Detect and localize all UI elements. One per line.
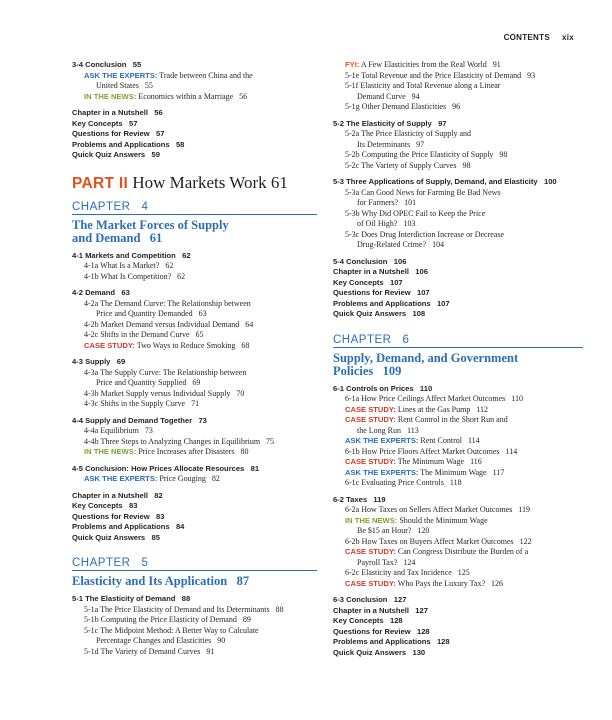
toc-subsection bbox=[72, 368, 317, 379]
toc-subsection bbox=[333, 161, 583, 172]
chapter-title-line: The Market Forces of Supply bbox=[72, 217, 229, 232]
feature-tag-case: CASE STUDY: bbox=[345, 457, 396, 466]
toc-section bbox=[333, 648, 583, 659]
chapter-title-line: Elasticity and Its Application 87 bbox=[72, 574, 250, 588]
toc-text: Key Concepts 57 bbox=[72, 118, 138, 128]
toc-subsection bbox=[333, 129, 583, 140]
toc-section bbox=[333, 627, 583, 638]
toc-text: 4-3a The Supply Curve: The Relationship between bbox=[84, 367, 247, 377]
chapter-title-line: and Demand 61 bbox=[72, 230, 163, 245]
toc-text: 4-4b Three Steps to Analyzing Changes in Equilibrium 75 bbox=[84, 436, 275, 446]
toc-text: 4-1a What Is a Market? 62 bbox=[84, 261, 174, 270]
toc-text: Should the Minimum Wage bbox=[397, 515, 488, 525]
feature-tag-fyi: FYI: bbox=[345, 60, 360, 69]
feature-tag-case: CASE STUDY: bbox=[345, 578, 396, 588]
toc-text: Quick Quiz Answers 108 bbox=[333, 309, 426, 318]
toc-text: A Few Elasticities from the Real World 91 bbox=[359, 60, 501, 69]
toc-subsection bbox=[333, 516, 583, 527]
toc-text: Problems and Applications 58 bbox=[72, 139, 185, 149]
toc-subsection bbox=[333, 81, 583, 92]
toc-text: 5-1f Elasticity and Total Revenue along a Linear bbox=[345, 81, 501, 90]
toc-section bbox=[333, 278, 583, 289]
toc-text: 4-4 Supply and Demand Together 73 bbox=[72, 415, 207, 425]
toc-text: 5-4 Conclusion 106 bbox=[333, 256, 407, 266]
toc-text: The Minimum Wage 117 bbox=[418, 467, 505, 477]
toc-text: 3-4 Conclusion 55 bbox=[72, 60, 142, 69]
toc-text: The Minimum Wage 116 bbox=[395, 457, 482, 466]
toc-subsection bbox=[72, 261, 317, 272]
toc-subsection bbox=[333, 150, 583, 161]
toc-section bbox=[72, 416, 317, 427]
toc-section bbox=[72, 129, 317, 140]
toc-subsection bbox=[333, 230, 583, 241]
toc-text: 6-2a How Taxes on Sellers Affect Market Outcomes 119 bbox=[345, 505, 531, 514]
toc-section bbox=[333, 495, 583, 506]
toc-text: 4-2a The Demand Curve: The Relationship between bbox=[84, 298, 251, 308]
toc-text: Quick Quiz Answers 85 bbox=[72, 532, 160, 542]
toc-subsection bbox=[333, 405, 583, 416]
toc-text: United States 55 bbox=[96, 81, 153, 90]
toc-subsection bbox=[72, 626, 317, 637]
toc-text: Questions for Review 107 bbox=[333, 288, 430, 297]
feature-tag-ask: ASK THE EXPERTS: bbox=[345, 436, 419, 445]
toc-section bbox=[333, 616, 583, 627]
toc-text: 5-3 Three Applications of Supply, Demand, and Elasticity 100 bbox=[333, 177, 557, 186]
toc-left-column bbox=[72, 60, 317, 657]
toc-text: Key Concepts 128 bbox=[333, 616, 403, 625]
toc-text: 6-2b How Taxes on Buyers Affect Market Outcomes 122 bbox=[345, 536, 532, 546]
toc-text: 4-4a Equilibrium 73 bbox=[84, 426, 153, 435]
toc-subsection bbox=[333, 71, 583, 82]
toc-text: Quick Quiz Answers 130 bbox=[333, 647, 426, 657]
toc-continuation bbox=[333, 219, 583, 230]
feature-tag-case: CASE STUDY: bbox=[345, 404, 396, 414]
toc-text: 4-1 Markets and Competition 62 bbox=[72, 250, 191, 260]
toc-text: Problems and Applications 107 bbox=[333, 298, 450, 308]
feature-tag-case: CASE STUDY: bbox=[84, 340, 135, 350]
toc-section bbox=[333, 595, 583, 606]
toc-section bbox=[333, 637, 583, 648]
chapter-title-line: Policies 109 bbox=[333, 363, 402, 378]
toc-section bbox=[333, 257, 583, 268]
toc-text: 4-3b Market Supply versus Individual Supply 70 bbox=[84, 388, 245, 398]
toc-text: Problems and Applications 128 bbox=[333, 637, 450, 646]
toc-text: Questions for Review 128 bbox=[333, 626, 430, 636]
toc-section bbox=[333, 309, 583, 320]
toc-section bbox=[72, 108, 317, 119]
toc-text: Price and Quantity Demanded 63 bbox=[96, 309, 207, 318]
spacer bbox=[333, 320, 583, 334]
chapter-title-line: Supply, Demand, and Government bbox=[333, 350, 519, 365]
toc-text: Quick Quiz Answers 59 bbox=[72, 150, 160, 159]
toc-text: 5-1b Computing the Price Elasticity of Demand 89 bbox=[84, 615, 251, 624]
toc-section bbox=[72, 491, 317, 502]
toc-text: Rent Control in the Short Run and bbox=[395, 415, 508, 424]
toc-section bbox=[333, 299, 583, 310]
toc-text: 6-1a How Price Ceilings Affect Market Outcomes 110 bbox=[345, 394, 523, 403]
toc-subsection bbox=[72, 426, 317, 437]
toc-text: 5-2b Computing the Price Elasticity of Supply 98 bbox=[345, 150, 508, 159]
toc-subsection bbox=[333, 568, 583, 579]
toc-subsection bbox=[72, 92, 317, 103]
toc-text: 5-1c The Midpoint Method: A Better Way to Calculate bbox=[84, 625, 259, 635]
toc-subsection bbox=[333, 579, 583, 590]
toc-text: 5-1e Total Revenue and the Price Elasticity of Demand 93 bbox=[345, 70, 536, 80]
toc-subsection bbox=[72, 341, 317, 352]
toc-text: Chapter in a Nutshell 127 bbox=[333, 605, 428, 615]
toc-text: Demand Curve 94 bbox=[357, 91, 420, 101]
toc-text: Rent Control 114 bbox=[418, 436, 480, 445]
toc-continuation bbox=[333, 140, 583, 151]
toc-text: 6-1b How Price Floors Affect Market Outcomes 114 bbox=[345, 446, 518, 456]
header-page-number: xix bbox=[561, 33, 574, 42]
toc-subsection bbox=[333, 478, 583, 489]
toc-continuation bbox=[333, 426, 583, 437]
running-header bbox=[504, 33, 574, 42]
toc-section bbox=[72, 119, 317, 130]
chapter-label: CHAPTER 5 bbox=[72, 557, 317, 571]
toc-text: 5-1 The Elasticity of Demand 88 bbox=[72, 594, 191, 603]
toc-text: Price and Quantity Supplied 69 bbox=[96, 378, 201, 387]
toc-text: Key Concepts 107 bbox=[333, 277, 403, 287]
toc-subsection bbox=[72, 474, 317, 485]
toc-text: 4-5 Conclusion: How Prices Allocate Resources 81 bbox=[72, 463, 260, 473]
toc-section bbox=[72, 288, 317, 299]
toc-text: 6-3 Conclusion 127 bbox=[333, 595, 407, 604]
toc-subsection bbox=[72, 71, 317, 82]
toc-text: Its Determinants 97 bbox=[357, 139, 425, 149]
toc-section bbox=[333, 119, 583, 130]
toc-right-column bbox=[333, 60, 583, 658]
toc-subsection bbox=[333, 60, 583, 71]
toc-text: Chapter in a Nutshell 82 bbox=[72, 490, 163, 500]
toc-section bbox=[72, 464, 317, 475]
toc-section bbox=[72, 512, 317, 523]
toc-subsection bbox=[333, 447, 583, 458]
toc-section bbox=[72, 150, 317, 161]
toc-text: Chapter in a Nutshell 106 bbox=[333, 267, 428, 276]
toc-continuation bbox=[72, 378, 317, 389]
toc-continuation bbox=[333, 558, 583, 569]
chapter-label: CHAPTER 6 bbox=[333, 334, 583, 348]
toc-text: 5-2a The Price Elasticity of Supply and bbox=[345, 129, 472, 138]
spacer bbox=[72, 543, 317, 557]
toc-subsection bbox=[333, 457, 583, 468]
chapter-title bbox=[72, 575, 317, 588]
toc-text: of Oil High? 103 bbox=[357, 219, 416, 228]
toc-text: Drug-Related Crime? 104 bbox=[357, 240, 445, 249]
toc-text: 6-1 Controls on Prices 110 bbox=[333, 383, 433, 393]
toc-subsection bbox=[72, 615, 317, 626]
toc-subsection bbox=[72, 647, 317, 658]
toc-section bbox=[333, 267, 583, 278]
toc-section bbox=[333, 384, 583, 395]
chapter-label: CHAPTER 4 bbox=[72, 201, 317, 215]
toc-section bbox=[72, 594, 317, 605]
toc-subsection bbox=[72, 320, 317, 331]
toc-text: Problems and Applications 84 bbox=[72, 522, 185, 531]
feature-tag-news: IN THE NEWS: bbox=[345, 515, 398, 525]
toc-text: Two Ways to Reduce Smoking 68 bbox=[134, 340, 250, 350]
toc-text: Chapter in a Nutshell 56 bbox=[72, 108, 163, 117]
part-title: How Markets Work 61 bbox=[132, 172, 288, 192]
feature-tag-ask: ASK THE EXPERTS: bbox=[84, 70, 158, 80]
toc-text: for Farmers? 101 bbox=[357, 198, 417, 207]
feature-tag-ask: ASK THE EXPERTS: bbox=[84, 474, 158, 483]
toc-text: 6-2 Taxes 119 bbox=[333, 494, 386, 504]
toc-text: 5-1g Other Demand Elasticities 96 bbox=[345, 102, 461, 111]
toc-section bbox=[333, 177, 583, 188]
toc-section bbox=[333, 606, 583, 617]
toc-text: Trade between China and the bbox=[157, 70, 253, 80]
toc-subsection bbox=[72, 605, 317, 616]
toc-continuation bbox=[333, 240, 583, 251]
toc-text: 5-2 The Elasticity of Supply 97 bbox=[333, 118, 447, 128]
toc-section bbox=[72, 533, 317, 544]
header-label: CONTENTS bbox=[503, 33, 550, 42]
toc-text: Price Increases after Disasters 80 bbox=[136, 447, 249, 456]
part-heading bbox=[72, 172, 317, 195]
toc-text: Questions for Review 83 bbox=[72, 511, 165, 521]
toc-text: 5-3a Can Good News for Farming Be Bad News bbox=[345, 187, 501, 197]
toc-subsection bbox=[72, 299, 317, 310]
toc-text: 6-1c Evaluating Price Controls 118 bbox=[345, 478, 462, 487]
toc-section bbox=[72, 251, 317, 262]
toc-text: 4-2b Market Demand versus Individual Demand 64 bbox=[84, 319, 254, 329]
toc-section bbox=[72, 140, 317, 151]
toc-section bbox=[72, 357, 317, 368]
toc-text: 5-3c Does Drug Interdiction Increase or Decrease bbox=[345, 229, 505, 239]
toc-continuation bbox=[333, 526, 583, 537]
toc-text: the Long Run 113 bbox=[357, 425, 419, 435]
toc-text: 4-2c Shifts in the Demand Curve 65 bbox=[84, 330, 204, 339]
toc-text: Be $15 an Hour? 120 bbox=[357, 526, 430, 535]
toc-subsection bbox=[72, 437, 317, 448]
toc-subsection bbox=[333, 102, 583, 113]
feature-tag-case: CASE STUDY: bbox=[345, 547, 396, 556]
toc-continuation bbox=[72, 636, 317, 647]
toc-text: 5-1a The Price Elasticity of Demand and Its Determinants 88 bbox=[84, 604, 284, 614]
toc-text: 4-3c Shifts in the Supply Curve 71 bbox=[84, 399, 200, 408]
toc-subsection bbox=[333, 415, 583, 426]
toc-subsection bbox=[72, 399, 317, 410]
toc-text: Percentage Changes and Elasticities 90 bbox=[96, 636, 226, 645]
toc-subsection bbox=[333, 209, 583, 220]
toc-text: Who Pays the Luxury Tax? 126 bbox=[395, 578, 504, 588]
toc-subsection bbox=[333, 394, 583, 405]
toc-subsection bbox=[72, 272, 317, 283]
toc-continuation bbox=[72, 309, 317, 320]
part-number: PART II bbox=[72, 174, 129, 192]
toc-subsection bbox=[72, 330, 317, 341]
feature-tag-case: CASE STUDY: bbox=[345, 415, 396, 424]
toc-text: 4-3 Supply 69 bbox=[72, 357, 126, 366]
toc-subsection bbox=[72, 389, 317, 400]
toc-subsection bbox=[72, 447, 317, 458]
toc-subsection bbox=[333, 547, 583, 558]
toc-continuation bbox=[333, 198, 583, 209]
toc-continuation bbox=[72, 81, 317, 92]
toc-text: 5-1d The Variety of Demand Curves 91 bbox=[84, 646, 215, 656]
toc-subsection bbox=[333, 505, 583, 516]
toc-text: Lines at the Gas Pump 112 bbox=[395, 404, 489, 414]
toc-subsection bbox=[333, 188, 583, 199]
toc-section bbox=[72, 60, 317, 71]
toc-subsection bbox=[333, 436, 583, 447]
toc-text: Payroll Tax? 124 bbox=[357, 557, 416, 567]
feature-tag-news: IN THE NEWS: bbox=[84, 91, 137, 101]
toc-continuation bbox=[333, 92, 583, 103]
toc-text: Key Concepts 83 bbox=[72, 501, 138, 510]
toc-text: Price Gouging 82 bbox=[157, 474, 220, 483]
toc-text: 4-1b What Is Competition? 62 bbox=[84, 271, 186, 281]
toc-text: Economics within a Marriage 56 bbox=[136, 91, 248, 101]
toc-subsection bbox=[333, 468, 583, 479]
feature-tag-news: IN THE NEWS: bbox=[84, 447, 137, 456]
toc-text: 5-3b Why Did OPEC Fail to Keep the Price bbox=[345, 208, 486, 218]
toc-text: Can Congress Distribute the Burden of a bbox=[395, 547, 529, 556]
toc-text: 6-2c Elasticity and Tax Incidence 125 bbox=[345, 568, 470, 577]
toc-section bbox=[72, 501, 317, 512]
toc-text: 4-2 Demand 63 bbox=[72, 288, 130, 297]
toc-text: Questions for Review 57 bbox=[72, 129, 165, 138]
feature-tag-ask: ASK THE EXPERTS: bbox=[345, 467, 419, 477]
chapter-title bbox=[72, 219, 317, 245]
toc-section bbox=[333, 288, 583, 299]
toc-section bbox=[72, 522, 317, 533]
chapter-title bbox=[333, 352, 583, 378]
toc-subsection bbox=[333, 537, 583, 548]
toc-text: 5-2c The Variety of Supply Curves 98 bbox=[345, 160, 471, 170]
